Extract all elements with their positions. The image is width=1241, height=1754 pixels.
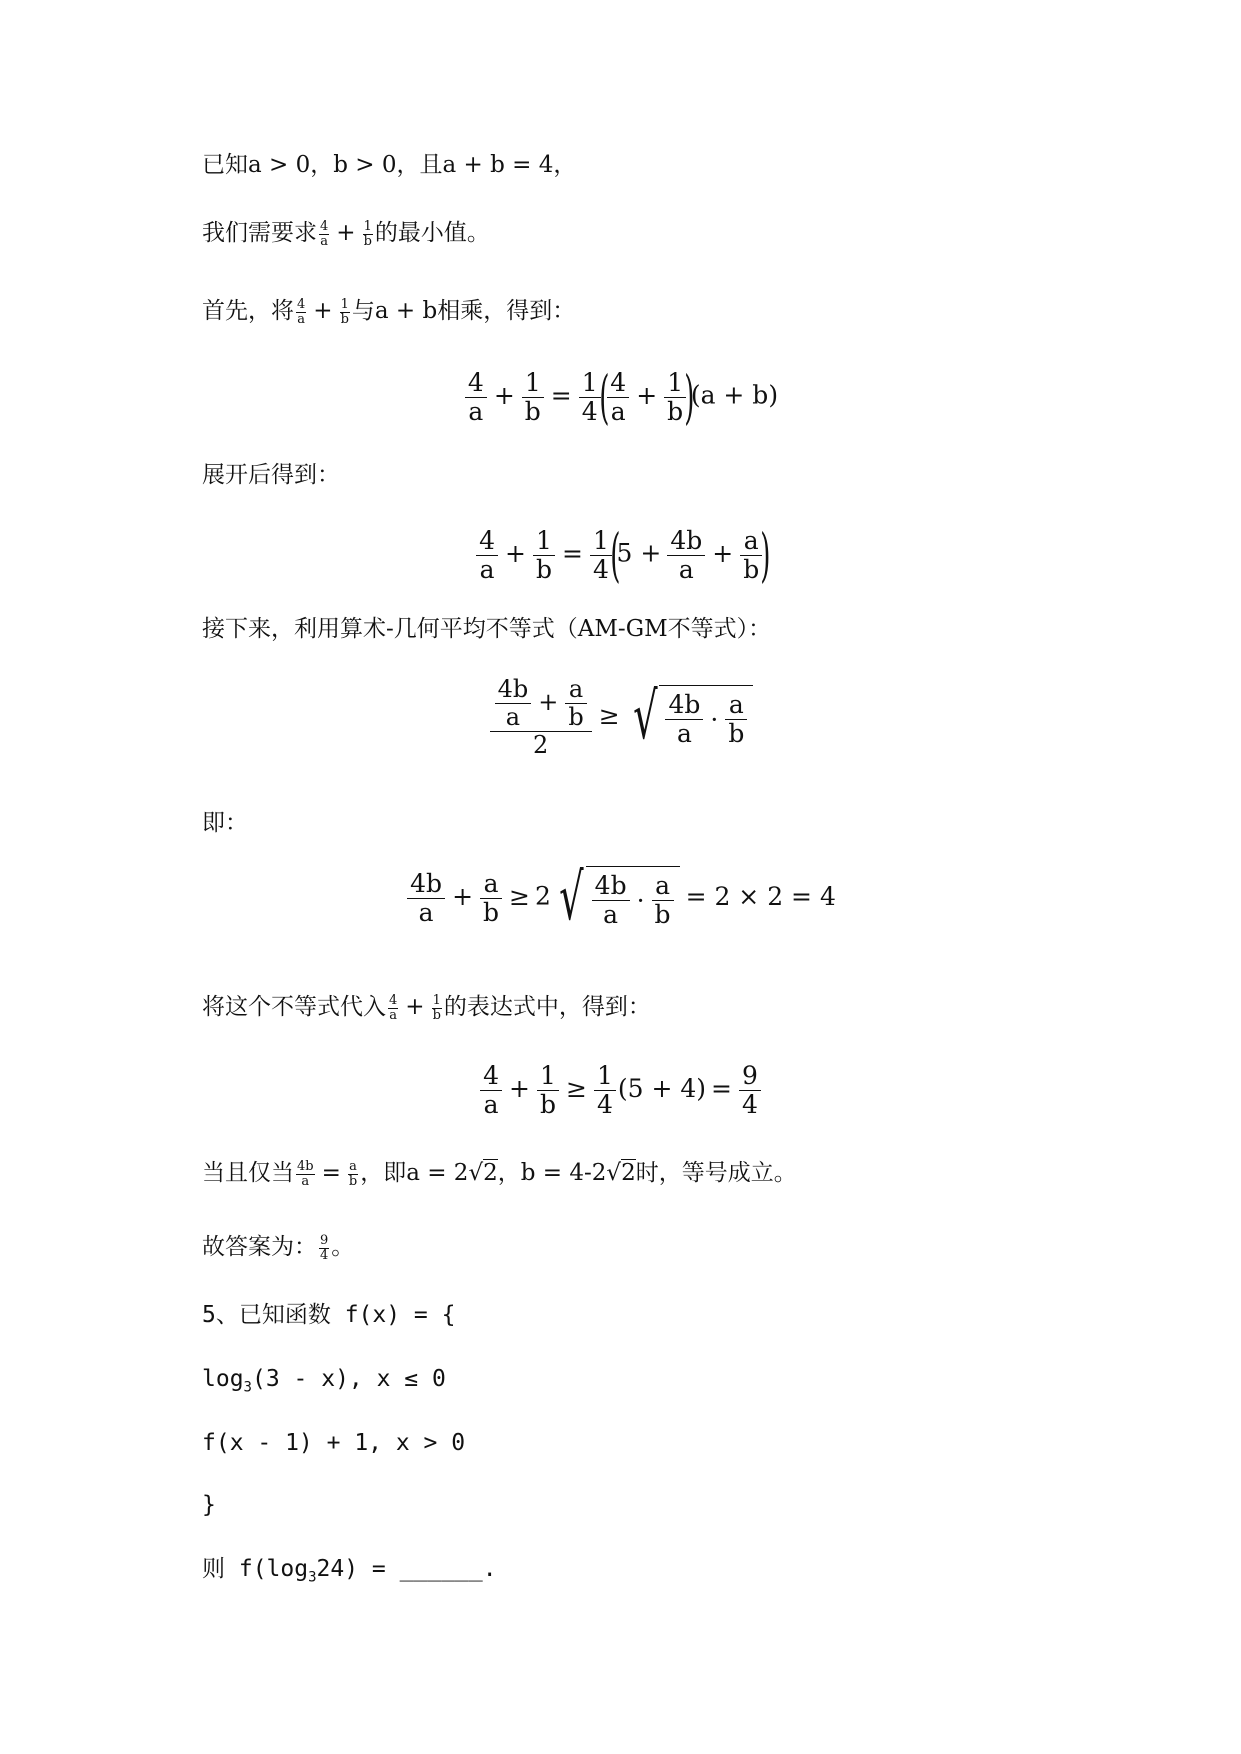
fraction-1-over-b: $\frac{1}{b}$: [340, 296, 349, 327]
answer-line: 故答案为： $\frac{9}{4}$ 。: [202, 1232, 355, 1263]
equality-condition-line: 当且仅当 $\frac{4b}{a}$ = $\frac{a}{b}$ ，即a = 2√2，b = 4-2√2时，等号成立。: [202, 1158, 797, 1189]
fraction-4-over-a: $\frac{4}{a}$: [320, 218, 329, 249]
fraction-4-over-a: $\frac{4}{a}$: [389, 992, 398, 1023]
goal-line: 我们需要求 $\frac{4}{a}$ + $\frac{1}{b}$ 的最小值。: [202, 218, 490, 249]
substitute-line: 将这个不等式代入 $\frac{4}{a}$ + $\frac{1}{b}$ 的表达式中，得到：: [202, 992, 651, 1023]
equation-multiply: $\frac{4}{a}$ + $\frac{1}{b}$ = $\frac{1}{4}$ ( $\frac{4}{a}$ + $\frac{1}{b}$ )(a + b): [0, 368, 1241, 426]
expand-line: 展开后得到：: [202, 462, 340, 488]
fraction-1-over-b: $\frac{1}{b}$: [432, 992, 441, 1023]
question-5-close: }: [202, 1492, 216, 1518]
question-5-case-1: $\log_3(3 - x)$, x ≤ 0: [202, 1366, 446, 1396]
question-5-head: 5、已知函数 f(x) = {: [202, 1302, 456, 1328]
ie-line: 即：: [202, 810, 248, 836]
amgm-line: 接下来，利用算术-几何平均不等式（AM-GM不等式）：: [202, 616, 772, 642]
question-5-case-2: f(x - 1) + 1, x > 0: [202, 1430, 466, 1456]
fraction-4-over-a: $\frac{4}{a}$: [297, 296, 306, 327]
square-root: √ $\frac{4b}{a}$ · $\frac{a}{b}$: [625, 685, 754, 749]
given-line: 已知a > 0，b > 0，且a + b = 4，: [202, 152, 577, 178]
square-root: √ $\frac{4b}{a}$ · $\frac{a}{b}$: [551, 866, 680, 930]
question-5-ask: 则 $f(\log_324)$ = ______.: [202, 1556, 497, 1586]
equation-bound: $\frac{4b}{a}$ + $\frac{a}{b}$ ≥ 2 √ $\frac{4b}{a}$ · $\frac{a}{b}$ = 2 × 2 = 4: [0, 866, 1241, 930]
fraction-9-over-4: $\frac{9}{4}$: [320, 1232, 329, 1263]
fraction-1-over-b: $\frac{1}{b}$: [363, 218, 372, 249]
equation-expanded: $\frac{4}{a}$ + $\frac{1}{b}$ = $\frac{1}{4}$ (5 + $\frac{4b}{a}$ + $\frac{a}{b}$ ): [0, 526, 1241, 584]
first-step-line: 首先，将 $\frac{4}{a}$ + $\frac{1}{b}$ 与a + b相乘，得到：: [202, 296, 576, 327]
equation-amgm: $\frac{4b}{a}$ + $\frac{a}{b}$ 2 ≥ √ $\frac{4b}{a}$ · $\frac{a}{b}$: [0, 676, 1241, 759]
equation-result: $\frac{4}{a}$ + $\frac{1}{b}$ ≥ $\frac{1}{4}$ (5 + 4) = $\frac{9}{4}$: [0, 1062, 1241, 1119]
